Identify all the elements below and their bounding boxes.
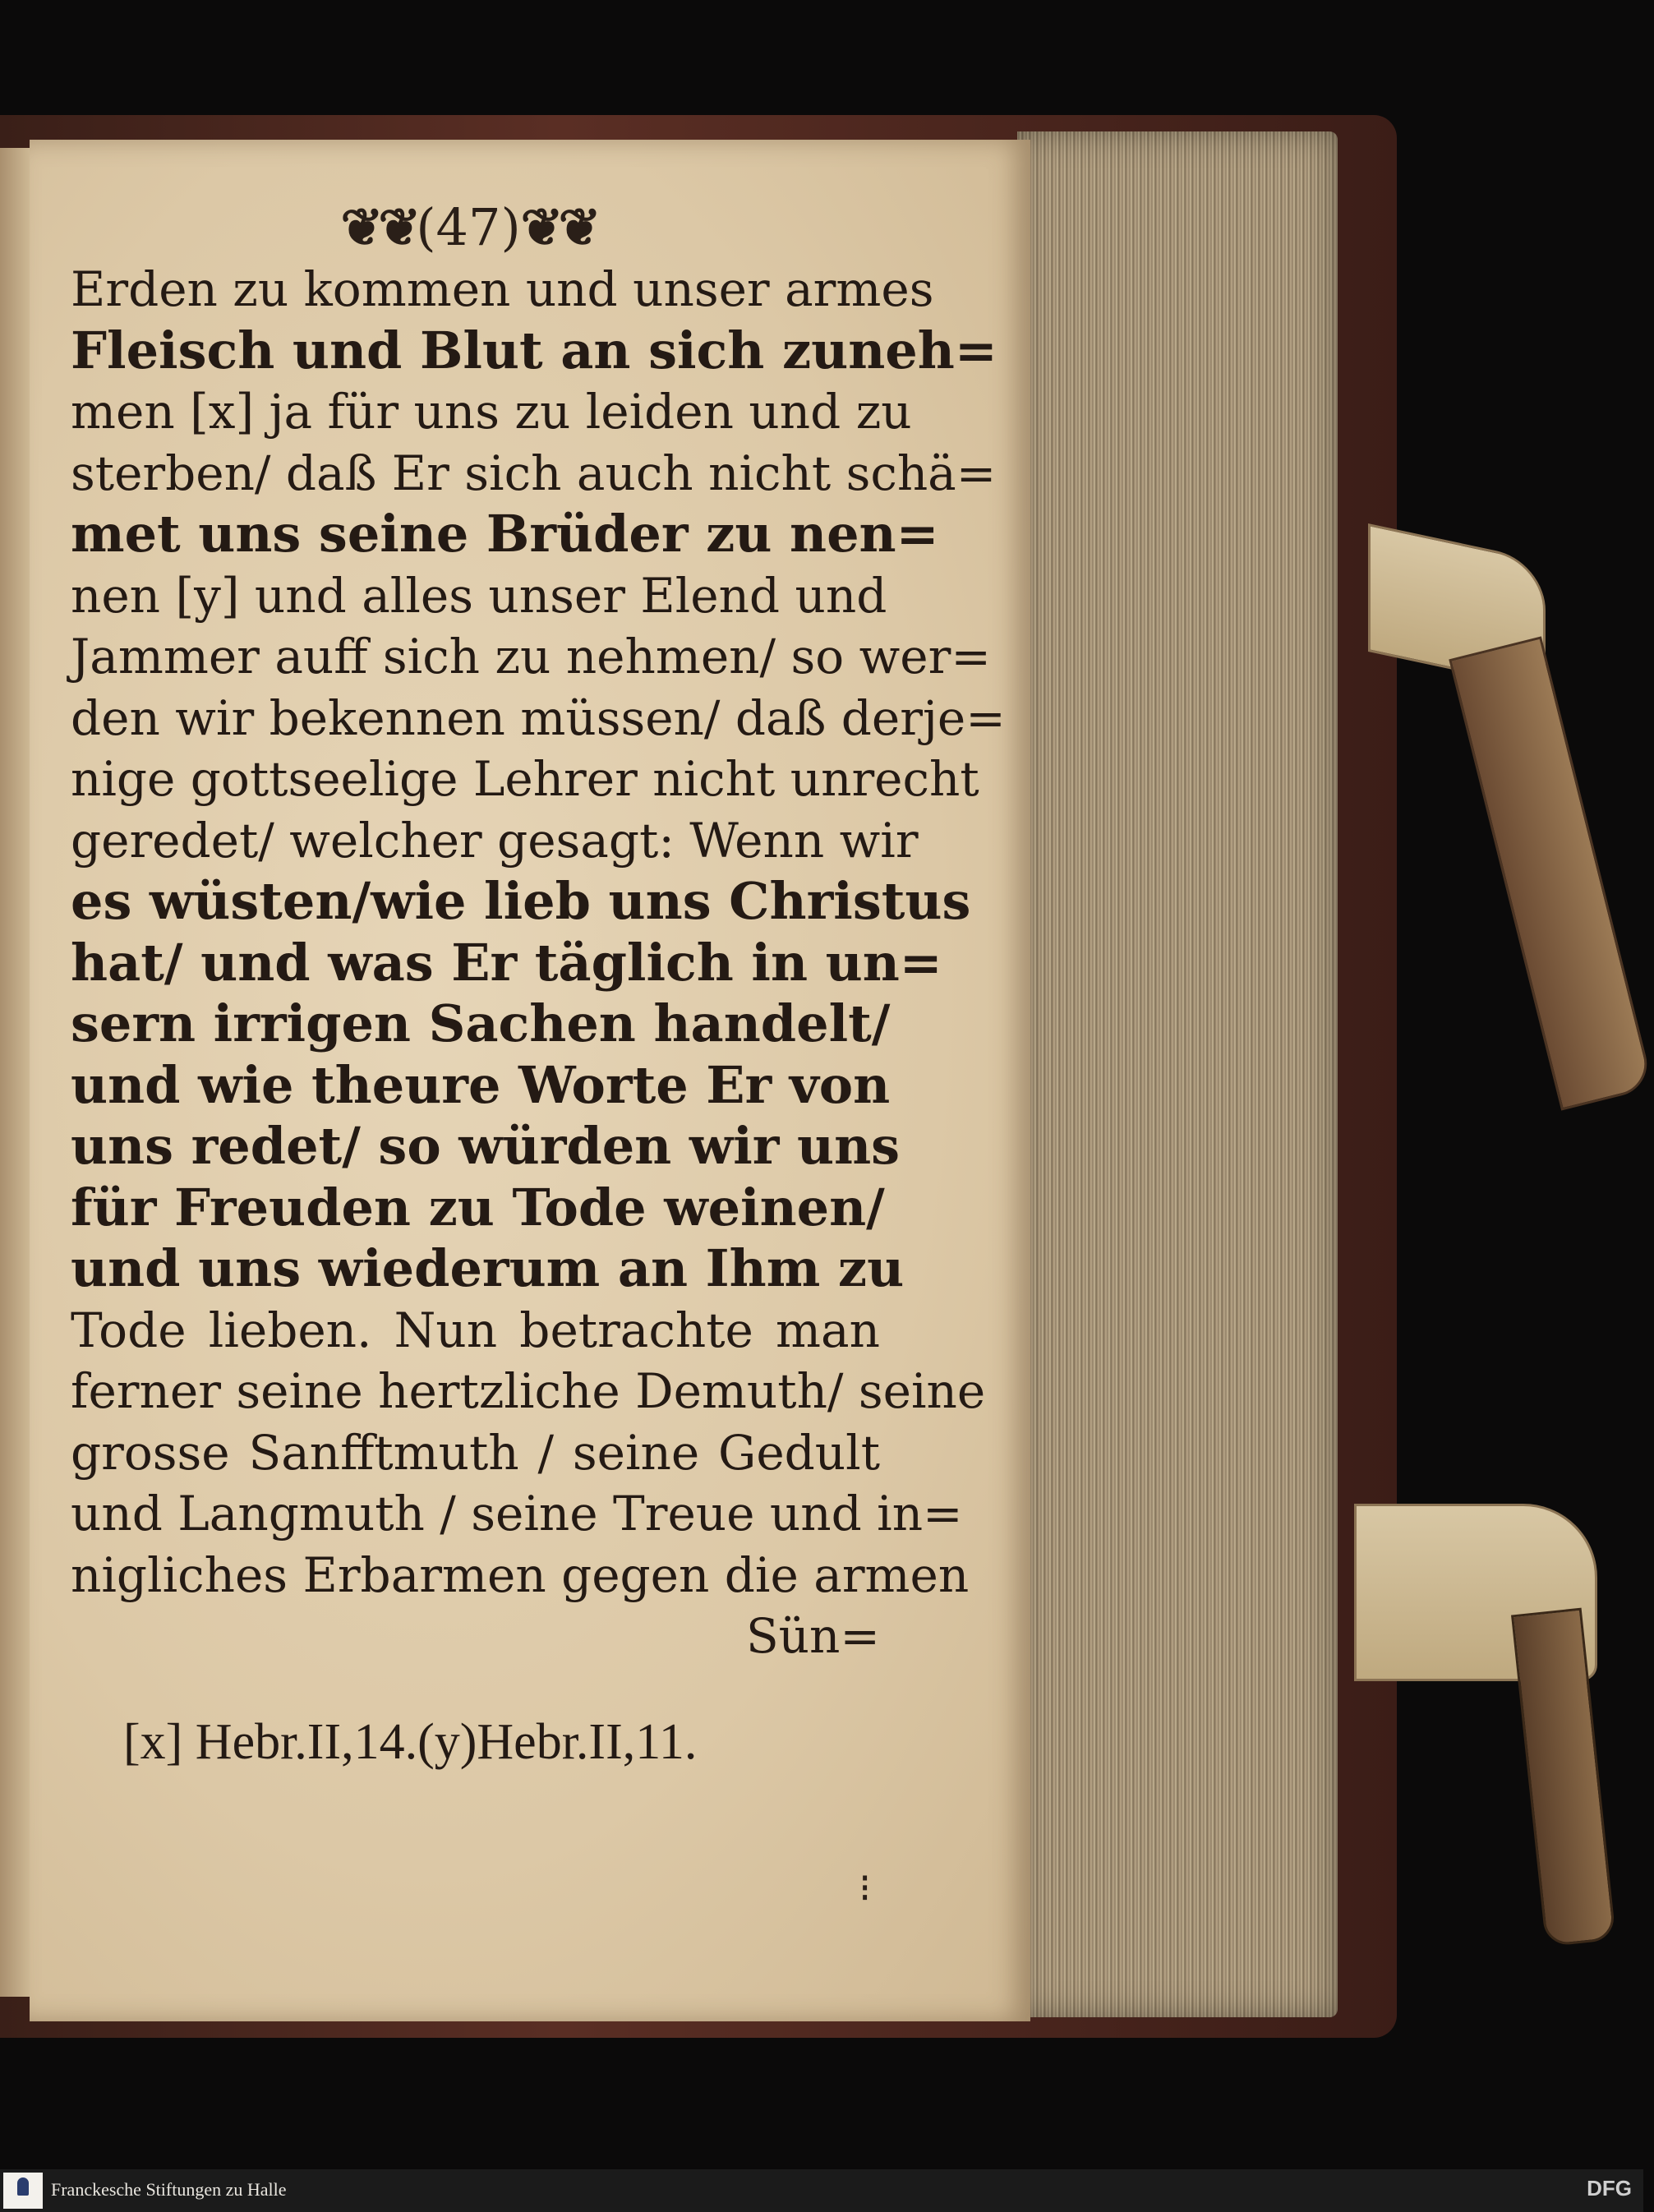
- page-text: [71, 259, 1006, 1667]
- text-line: es wüsten/wie lieb uns Christus: [71, 871, 971, 931]
- ornament-left-icon: ❦❦: [340, 197, 417, 257]
- catchword: Sün=: [745, 1608, 880, 1664]
- text-line: nen [y] und alles unser Elend und: [71, 567, 887, 624]
- text-line: Erden zu kommen und unser armes: [71, 261, 934, 317]
- text-line: für Freuden zu Tode weinen/: [71, 1177, 885, 1237]
- ornament-right-icon: ❦❦: [520, 197, 597, 257]
- page-edges: [1017, 131, 1338, 2017]
- text-line: und Langmuth / seine Treue und in=: [71, 1486, 963, 1541]
- signature-mark: ⁝: [859, 1865, 872, 1911]
- dfg-badge: DFG: [1587, 2176, 1632, 2200]
- text-line: men [x] ja für uns zu leiden und zu: [71, 384, 912, 440]
- page-header: [329, 197, 608, 257]
- footnote: [x] Hebr.II,14.(y)Hebr.II,11.: [123, 1714, 698, 1770]
- text-line: sern irrigen Sachen handelt/: [71, 993, 891, 1053]
- text-line: met uns seine Brüder zu nen=: [71, 504, 939, 564]
- clasp-metal-bottom: [1511, 1608, 1616, 1947]
- text-line: hat/ und was Er täglich in un=: [71, 932, 942, 993]
- text-line: geredet/ welcher gesagt: Wenn wir: [71, 812, 919, 869]
- text-line: Tode lieben. Nun betrachte man: [71, 1302, 880, 1358]
- text-line: ferner seine hertzliche Demuth/ seine: [71, 1363, 986, 1419]
- text-line: grosse Sanfftmuth / seine Gedult: [71, 1424, 880, 1481]
- previous-page-edge: [0, 148, 31, 1997]
- text-line: den wir bekennen müssen/ daß derje=: [71, 689, 1006, 746]
- text-line: sterben/ daß Er sich auch nicht schä=: [71, 445, 997, 501]
- institution-name: Franckesche Stiftungen zu Halle: [51, 2179, 287, 2200]
- text-line: Fleisch und Blut an sich zuneh=: [71, 320, 997, 380]
- text-line: und uns wiederum an Ihm zu: [71, 1238, 905, 1298]
- text-line: nige gottseelige Lehrer nicht unrecht: [71, 751, 979, 807]
- page-number: (47): [416, 197, 521, 257]
- text-line: nigliches Erbarmen gegen die armen: [71, 1546, 970, 1603]
- text-line: und wie theure Worte Er von: [71, 1054, 891, 1115]
- text-line: uns redet/ so würden wir uns: [71, 1116, 901, 1176]
- text-line: Jammer auff sich zu nehmen/ so wer=: [71, 629, 991, 684]
- clasp-metal-top: [1449, 636, 1653, 1110]
- institution-logo-icon: [3, 2173, 43, 2209]
